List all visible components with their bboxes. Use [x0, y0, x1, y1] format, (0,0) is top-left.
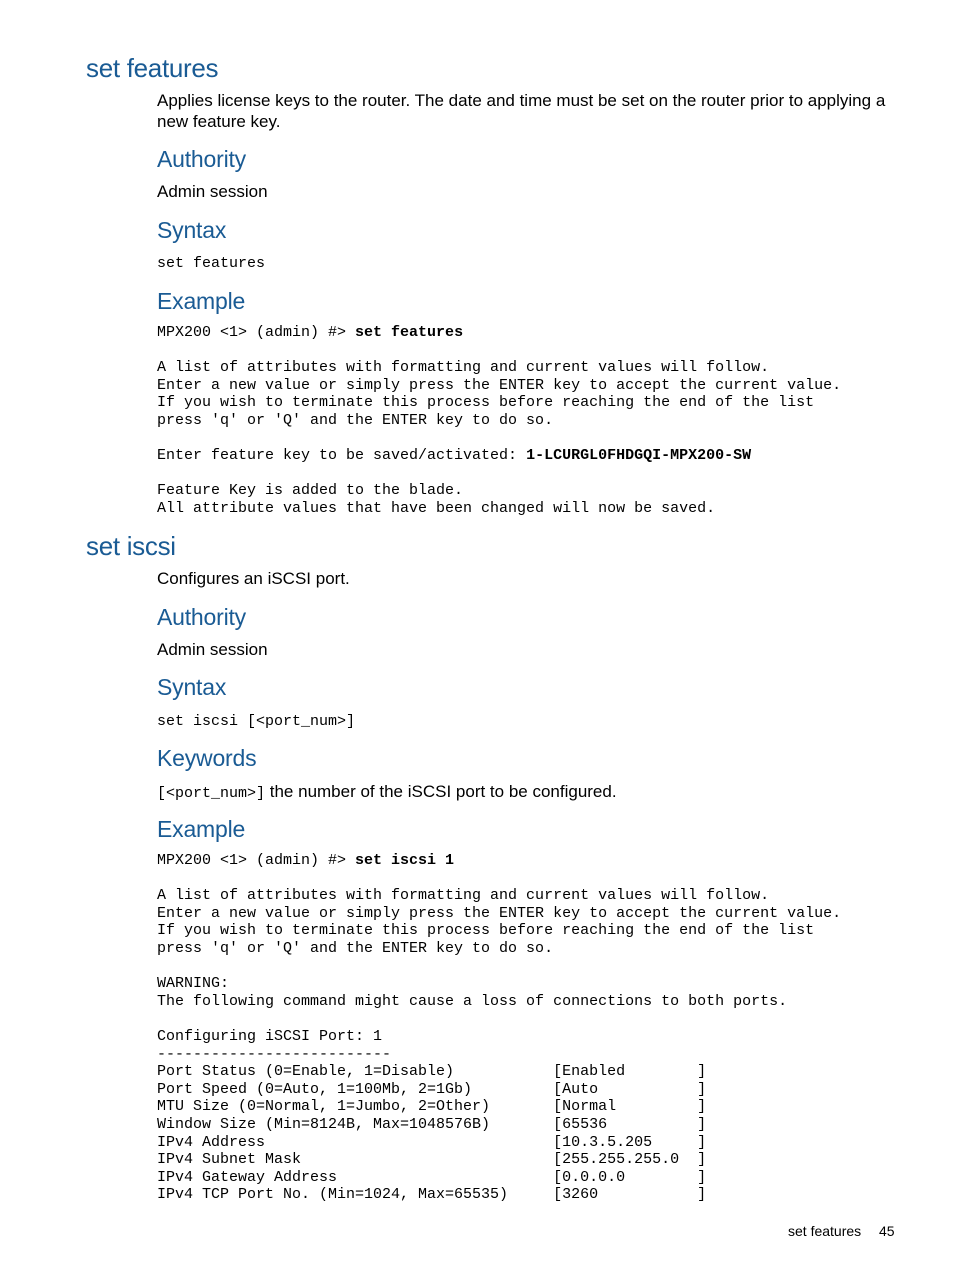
footer-section-name: set features [788, 1223, 862, 1239]
example-result-line: All attribute values that have been changed will now be saved. [157, 499, 716, 517]
config-line: -------------------------- [157, 1045, 392, 1063]
set-iscsi-description: Configures an iSCSI port. [157, 569, 350, 588]
set-iscsi-syntax-heading: Syntax [157, 674, 227, 700]
set-features-example-block [157, 324, 841, 518]
section-title-set-features: set features [86, 53, 219, 83]
example-intro-line: press 'q' or 'Q' and the ENTER key to do so. [157, 939, 554, 957]
set-features-syntax-heading: Syntax [157, 217, 227, 243]
example-intro-line: A list of attributes with formatting and current values will follow. [157, 887, 770, 905]
config-line: IPv4 TCP Port No. (Min=1024, Max=65535) [3260 ] [157, 1186, 707, 1204]
config-line: IPv4 Address [10.3.5.205 ] [157, 1133, 707, 1151]
set-iscsi-syntax-code: set iscsi [<port_num>] [157, 713, 356, 730]
example-prompt: MPX200 <1> (admin) #> [157, 324, 356, 341]
example-intro-line: Enter a new value or simply press the ENTER key to accept the current value. [157, 904, 842, 922]
set-iscsi-keywords-heading: Keywords [157, 745, 257, 771]
example-command: set features [355, 324, 464, 341]
set-iscsi-example-heading: Example [157, 816, 246, 842]
example-intro-line: A list of attributes with formatting and current values will follow. [157, 359, 770, 377]
example-prompt: MPX200 <1> (admin) #> [157, 852, 356, 869]
set-iscsi-keyword-entry [157, 781, 617, 804]
example-result-line: Feature Key is added to the blade. [157, 482, 464, 500]
set-features-authority-heading: Authority [157, 146, 246, 172]
warning-line: WARNING: [157, 975, 230, 993]
config-line: Port Status (0=Enable, 1=Disable) [Enabled ] [157, 1063, 707, 1081]
config-line: MTU Size (0=Normal, 1=Jumbo, 2=Other) [Normal ] [157, 1098, 707, 1116]
section-title-set-iscsi: set iscsi [86, 531, 176, 561]
keyword-description: the number of the iSCSI port to be configured. [265, 782, 617, 801]
config-line: Port Speed (0=Auto, 1=100Mb, 2=1Gb) [Auto ] [157, 1080, 707, 1098]
example-intro-line: If you wish to terminate this process before reaching the end of the list [157, 922, 815, 940]
warning-line: The following command might cause a loss of connections to both ports. [157, 992, 788, 1010]
example-command: set iscsi 1 [355, 852, 455, 869]
set-iscsi-authority-heading: Authority [157, 604, 246, 630]
example-intro-line: If you wish to terminate this process before reaching the end of the list [157, 394, 815, 412]
example-intro-line: press 'q' or 'Q' and the ENTER key to do so. [157, 411, 554, 429]
set-features-example-heading: Example [157, 288, 246, 314]
feature-key-value: 1-LCURGL0FHDGQI-MPX200-SW [526, 447, 752, 465]
config-line: IPv4 Gateway Address [0.0.0.0 ] [157, 1168, 707, 1186]
example-intro-line: Enter a new value or simply press the ENTER key to accept the current value. [157, 376, 842, 394]
feature-key-prompt: Enter feature key to be saved/activated: [157, 447, 527, 465]
set-features-authority-text: Admin session [157, 182, 268, 201]
keyword-code: [<port_num>] [157, 785, 266, 802]
footer-page-number: 45 [879, 1223, 895, 1239]
config-line: Configuring iSCSI Port: 1 [157, 1027, 383, 1045]
set-features-syntax-code: set features [157, 255, 266, 272]
config-line: IPv4 Subnet Mask [255.255.255.0 ] [157, 1151, 707, 1169]
set-features-description: Applies license keys to the router. The date and time must be set on the router prior to applying a new feature key. [157, 91, 886, 131]
set-iscsi-authority-text: Admin session [157, 640, 268, 659]
config-line: Window Size (Min=8124B, Max=1048576B) [65536 ] [157, 1115, 707, 1133]
set-iscsi-example-block [157, 852, 841, 1204]
